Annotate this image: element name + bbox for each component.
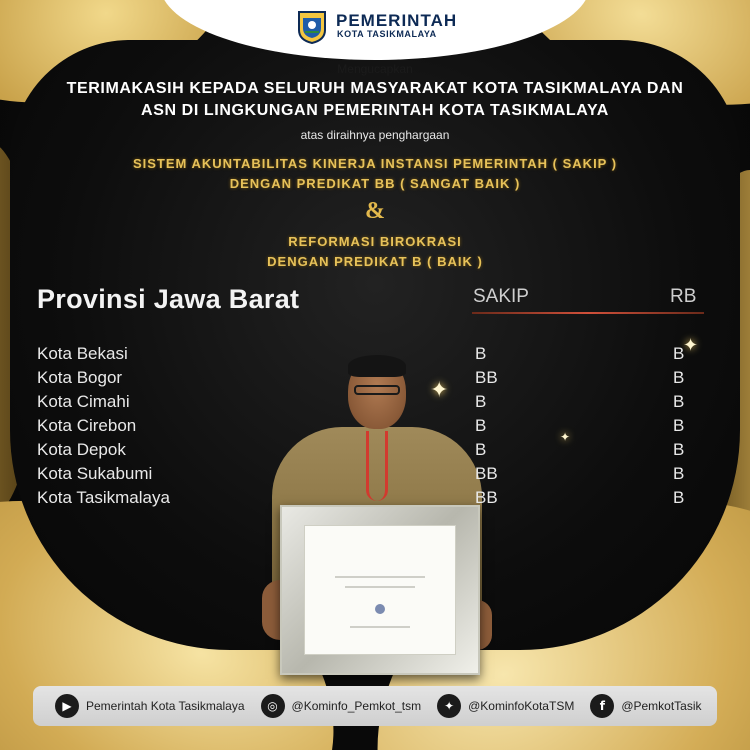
city-name: Kota Bogor	[37, 368, 123, 387]
column-header-rb: RB	[670, 286, 697, 307]
award-2-line-1: REFORMASI BIROKRASI	[288, 234, 462, 249]
city-name: Kota Cimahi	[37, 392, 130, 411]
city-name: Kota Depok	[37, 440, 126, 459]
city-name: Kota Sukabumi	[37, 464, 153, 483]
certificate-line	[350, 626, 410, 628]
social-label: @Kominfo_Pemkot_tsm	[291, 699, 422, 713]
column-header-sakip: SAKIP	[473, 286, 529, 307]
city-name: Kota Bekasi	[37, 344, 128, 363]
social-facebook[interactable]	[590, 694, 701, 718]
instagram-icon: ◎	[261, 694, 285, 718]
sparkle-icon: ✦	[430, 378, 449, 403]
table-row	[37, 464, 697, 488]
sakip-grade: BB	[475, 464, 498, 483]
rb-grade: B	[673, 488, 685, 507]
award-1-line-1: SISTEM AKUNTABILITAS KINERJA INSTANSI PEMERINTAH ( SAKIP )	[132, 156, 618, 171]
header-rule	[472, 312, 704, 314]
social-label: @KominfoKotaTSM	[468, 699, 575, 713]
social-label: @PemkotTasik	[621, 699, 702, 713]
city-emblem-icon	[297, 10, 327, 44]
rb-grade: B	[673, 440, 685, 459]
table-title: Provinsi Jawa Barat	[37, 284, 300, 314]
sparkle-icon: ✦	[560, 430, 571, 444]
sakip-grade: B	[475, 440, 487, 459]
certificate-line	[335, 576, 425, 578]
social-instagram[interactable]	[261, 694, 422, 718]
award-certificate	[280, 505, 480, 675]
sparkle-icon: ✦	[683, 335, 699, 356]
rb-grade: B	[673, 392, 685, 411]
city-name: Kota Cirebon	[37, 416, 137, 435]
gov-title: PEMERINTAH	[336, 11, 458, 30]
certificate-seal	[375, 604, 385, 614]
table-row	[37, 368, 697, 392]
twitter-icon: ✦	[437, 694, 461, 718]
ampersand: &	[365, 198, 385, 224]
certificate-paper	[304, 525, 456, 655]
social-footer-bar	[33, 686, 717, 726]
sakip-grade: B	[475, 344, 487, 363]
table-row	[37, 488, 697, 512]
youtube-icon: ▶	[55, 694, 79, 718]
rb-grade: B	[673, 368, 685, 387]
sakip-grade: BB	[475, 368, 498, 387]
sakip-grade: B	[475, 392, 487, 411]
intro-text: Mengucapkan	[337, 62, 413, 76]
reason-text: atas diraihnya penghargaan	[300, 128, 450, 142]
rb-grade: B	[673, 416, 685, 435]
thanks-line-1: TERIMAKASIH KEPADA SELURUH MASYARAKAT KOTA TASIKMALAYA DAN	[66, 80, 684, 97]
table-row	[37, 416, 697, 440]
facebook-icon: f	[590, 694, 614, 718]
award-1-line-2: DENGAN PREDIKAT BB ( SANGAT BAIK )	[229, 176, 521, 191]
certificate-line	[345, 586, 415, 588]
social-youtube[interactable]	[55, 694, 245, 718]
thanks-line-2: ASN DI LINGKUNGAN PEMERINTAH KOTA TASIKMALAYA	[141, 102, 609, 119]
rb-grade: B	[673, 344, 685, 363]
gov-subtitle: KOTA TASIKMALAYA	[337, 29, 437, 39]
table-row	[37, 392, 697, 416]
ranking-table	[37, 344, 697, 512]
rb-grade: B	[673, 464, 685, 483]
sakip-grade: BB	[475, 488, 498, 507]
award-2-line-2: DENGAN PREDIKAT B ( BAIK )	[267, 254, 483, 269]
table-row	[37, 344, 697, 368]
sakip-grade: B	[475, 416, 487, 435]
social-label: Pemerintah Kota Tasikmalaya	[86, 699, 245, 713]
table-row	[37, 440, 697, 464]
social-twitter[interactable]	[437, 694, 574, 718]
city-name: Kota Tasikmalaya	[37, 488, 170, 507]
